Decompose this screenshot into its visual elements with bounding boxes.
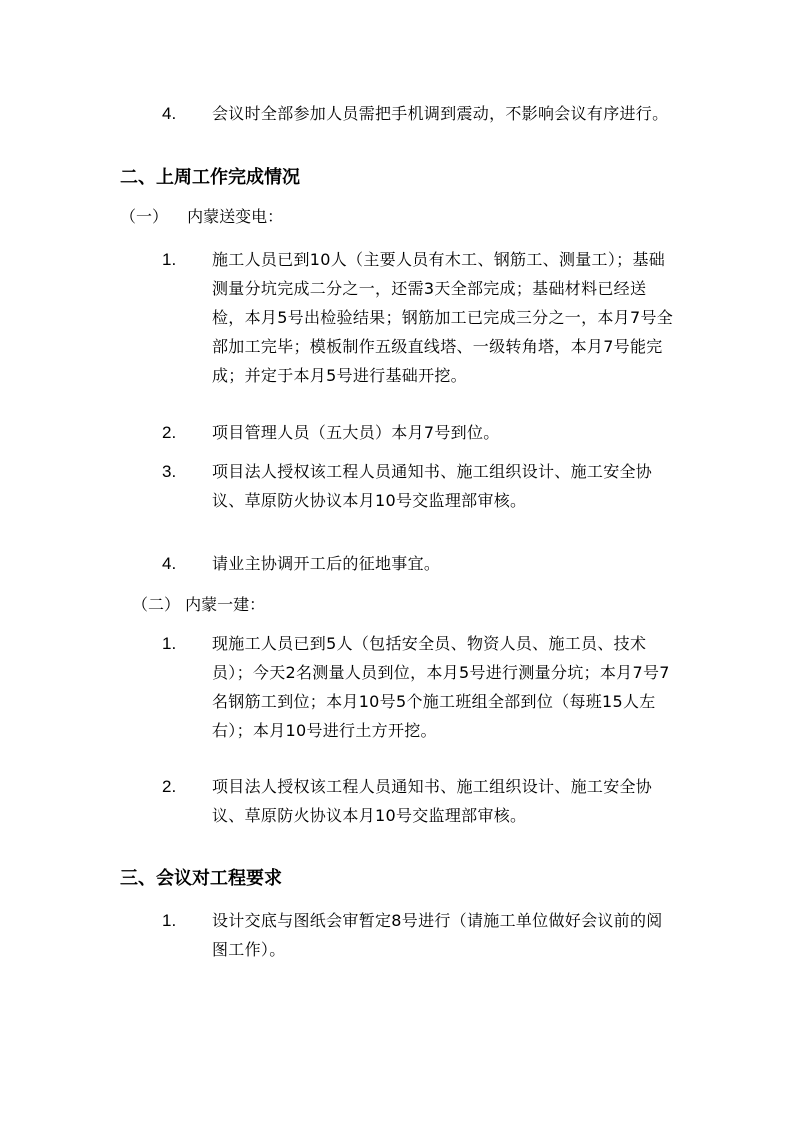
list-number: 4. [162,104,177,123]
subsection-title: 内蒙送变电： [187,207,284,226]
section-heading-requirements: 三、会议对工程要求 [120,868,282,889]
list-number: 3. [162,462,177,481]
list-text: 现施工人员已到5人（包括安全员、物资人员、施工员、技术员）；今天2名测量人员到位，本月5号进行测量分坑；本月7号7名钢筋工到位；本月10号5个施工班组全部到位（每班15人左右）；本月10号进行土方开挖。 [212,634,670,740]
list-number: 2. [162,777,177,796]
subsection-heading-1 [120,202,283,231]
list-text: 施工人员已到10人（主要人员有木工、钢筋工、测量工）；基础测量分坑完成二分之一，还需3天全部完成；基础材料已经送检，本月5号出检验结果；钢筋加工已完成三分之一，本月7号全部加工完毕；模板制作五级直线塔、一级转角塔，本月7号能完成；并定于本月5号进行基础开挖。 [212,250,674,385]
subsection-heading-2 [132,590,265,619]
list-text: 项目法人授权该工程人员通知书、施工组织设计、施工安全协议、草原防火协议本月10号交监理部审核。 [212,462,653,510]
list-text: 设计交底与图纸会审暂定8号进行（请施工单位做好会议前的阅图工作）。 [212,911,663,959]
list-number: 1. [162,911,177,930]
list-number: 2. [162,423,177,442]
list-text: 会议时全部参加人员需把手机调到震动，不影响会议有序进行。 [212,104,669,123]
list-number: 4. [162,554,177,573]
list-number: 1. [162,250,177,269]
list-text: 项目法人授权该工程人员通知书、施工组织设计、施工安全协议、草原防火协议本月10号交监理部审核。 [212,777,653,825]
list-text: 请业主协调开工后的征地事宜。 [212,554,441,573]
subsection-label: （二） [132,595,181,614]
section-heading-last-week: 二、上周工作完成情况 [120,167,300,188]
subsection-label: （一） [120,207,169,226]
list-number: 1. [162,634,177,653]
subsection-title: 内蒙一建： [185,595,266,614]
list-text: 项目管理人员（五大员）本月7号到位。 [212,423,500,442]
